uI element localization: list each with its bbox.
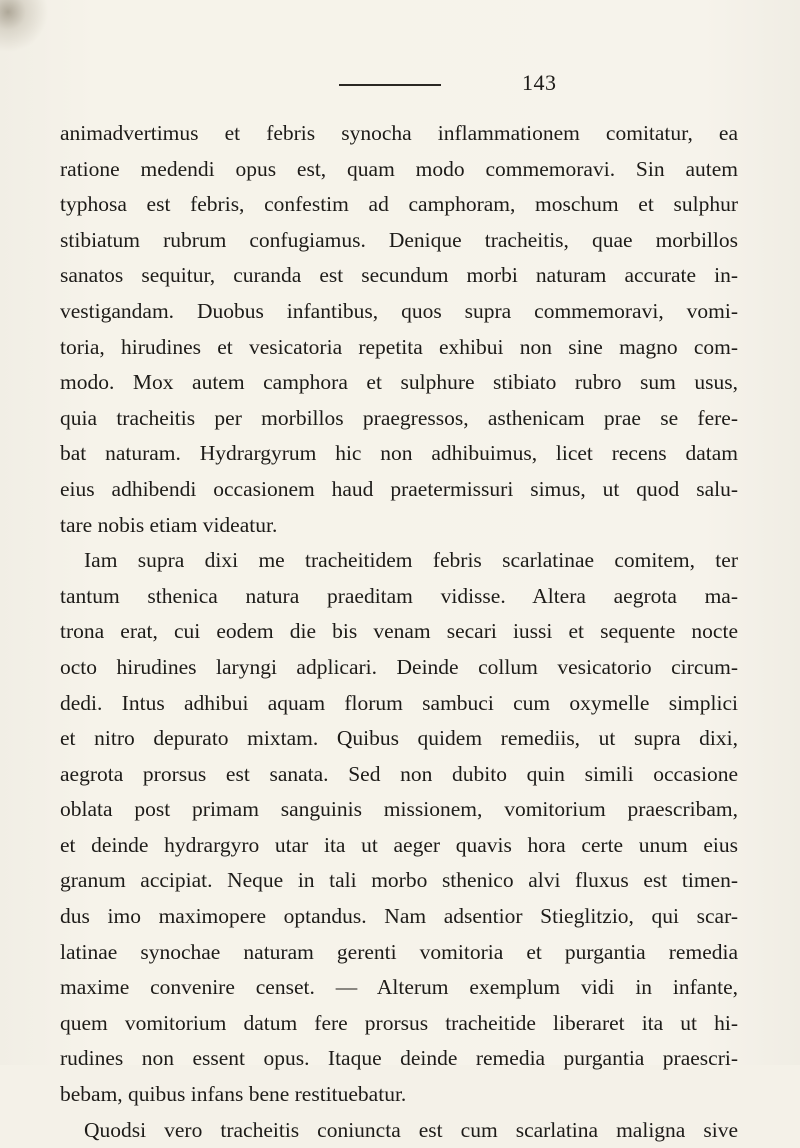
text-line: animadvertimus et febris synocha inflammationem comitatur, ea xyxy=(60,121,738,145)
text-line: dus imo maximopere optandus. Nam adsentior Stieglitzio, qui scar- xyxy=(60,904,738,929)
text-line: ratione medendi opus est, quam modo commemoravi. Sin autem xyxy=(60,156,738,181)
text-line: bat naturam. Hydrargyrum hic non adhibuimus, licet recens datam xyxy=(60,441,738,466)
text-line: latinae synochae naturam gerenti vomitoria et purgantia remedia xyxy=(60,939,738,964)
page-number: 143 xyxy=(522,70,557,95)
text-line: Quodsi vero tracheitis coniuncta est cum scarlatina maligna sive xyxy=(84,1117,738,1142)
text-line: octo hirudines laryngi adplicari. Deinde collum vesicatorio circum- xyxy=(60,654,738,679)
text-line: sanatos sequitur, curanda est secundum morbi naturam accurate in- xyxy=(60,263,738,288)
body-text xyxy=(60,116,738,1148)
text-line: modo. Mox autem camphora et sulphure stibiato rubro sum usus, xyxy=(60,370,738,395)
text-line: toria, hirudines et vesicatoria repetita exhibui non sine magno com- xyxy=(60,334,738,359)
text-line: typhosa est febris, confestim ad camphoram, moschum et sulphur xyxy=(60,192,738,217)
text-line: quia tracheitis per morbillos praegressos, asthenicam prae se fere- xyxy=(60,405,738,430)
text-line: dedi. Intus adhibui aquam florum sambuci cum oxymelle simplici xyxy=(60,690,738,715)
text-line: tare nobis etiam videatur. xyxy=(60,512,278,537)
text-line: eius adhibendi occasionem haud praetermissuri simus, ut quod salu- xyxy=(60,476,738,501)
text-line: stibiatum rubrum confugiamus. Denique tracheitis, quae morbillos xyxy=(60,227,738,252)
text-line: bebam, quibus infans bene restituebatur. xyxy=(60,1082,407,1107)
paper-stain xyxy=(0,0,48,60)
text-line: aegrota prorsus est sanata. Sed non dubito quin simili occasione xyxy=(60,761,738,786)
text-line: et nitro depurato mixtam. Quibus quidem remediis, ut supra dixi, xyxy=(60,726,738,751)
header-rule xyxy=(339,84,441,86)
text-line: trona erat, cui eodem die bis venam secari iussi et sequente nocte xyxy=(60,619,738,644)
text-line: vestigandam. Duobus infantibus, quos supra commemoravi, vomi- xyxy=(60,298,738,323)
text-line: Iam supra dixi me tracheitidem febris scarlatinae comitem, ter xyxy=(84,548,738,573)
text-line: granum accipiat. Neque in tali morbo sthenico alvi fluxus est timen- xyxy=(60,868,738,893)
text-line: quem vomitorium datum fere prorsus tracheitide liberaret ita ut hi- xyxy=(60,1010,738,1035)
text-line: tantum sthenica natura praeditam vidisse. Altera aegrota ma- xyxy=(60,583,738,608)
text-line: maxime convenire censet. — Alterum exemplum vidi in infante, xyxy=(60,975,738,1000)
text-line: oblata post primam sanguinis missionem, vomitorium praescribam, xyxy=(60,797,738,822)
text-line: et deinde hydrargyro utar ita ut aeger quavis hora certe unum eius xyxy=(60,832,738,857)
text-line: rudines non essent opus. Itaque deinde remedia purgantia praescri- xyxy=(60,1046,738,1071)
